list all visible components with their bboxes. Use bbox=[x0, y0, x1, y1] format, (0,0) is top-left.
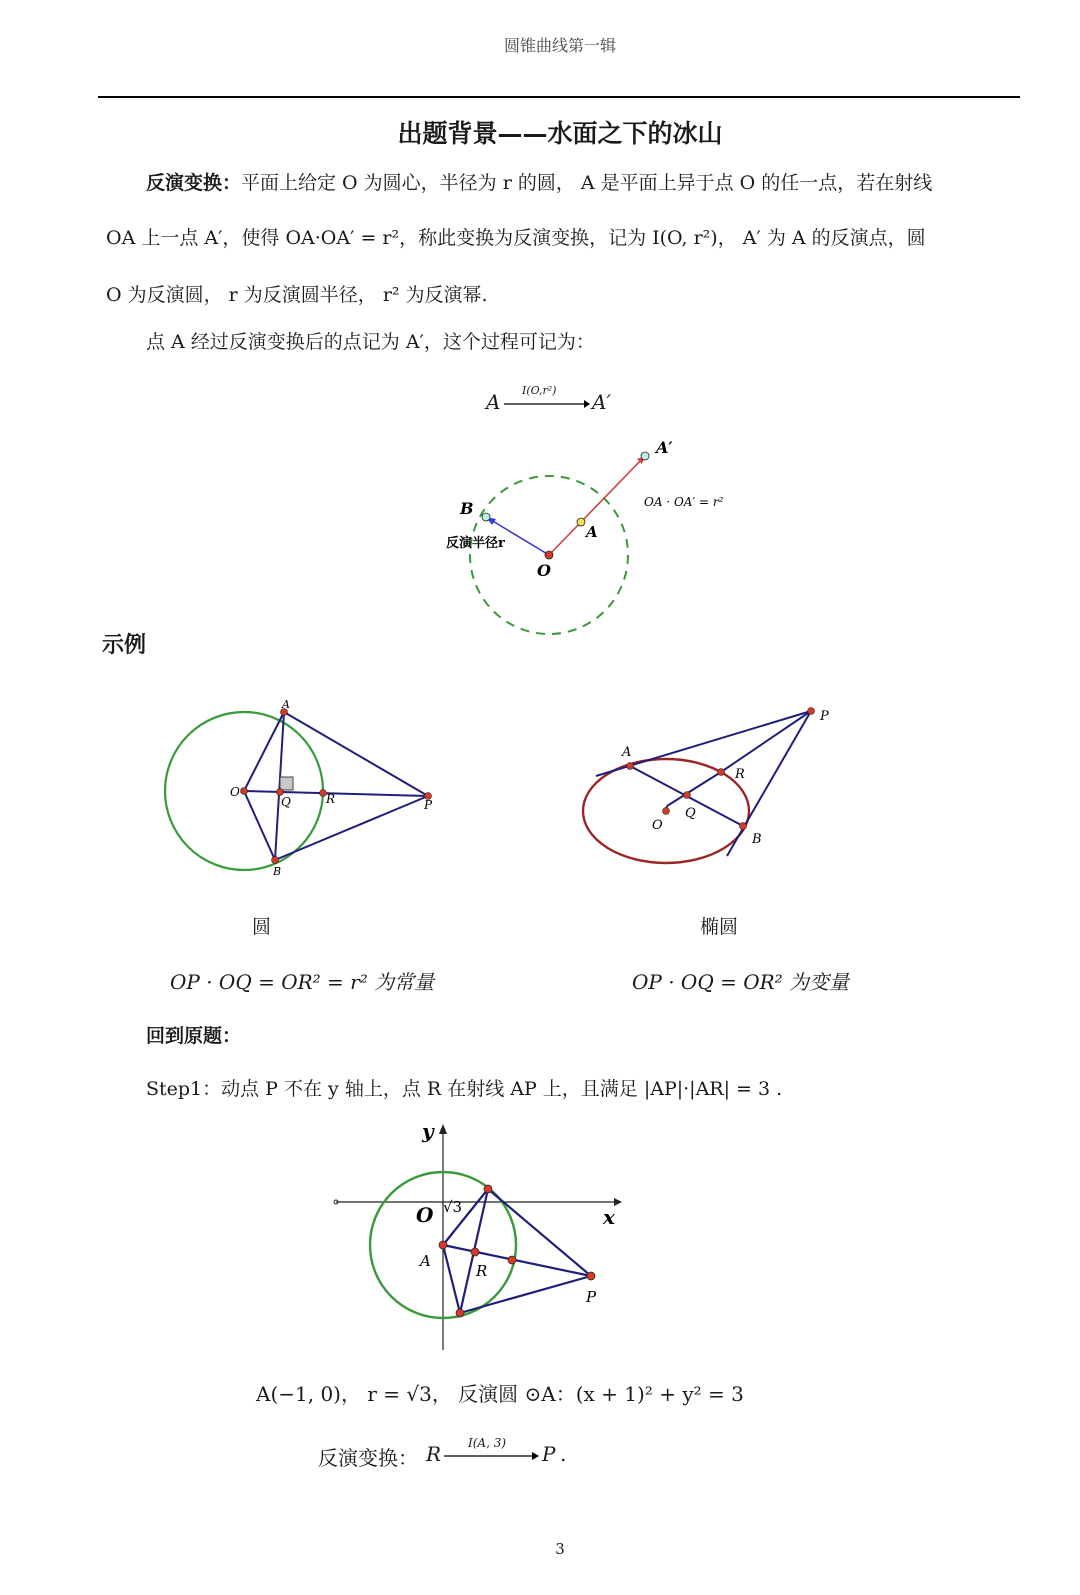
running-header: 圆锥曲线第一辑 bbox=[503, 36, 616, 55]
mapping-notation bbox=[470, 380, 650, 420]
point-O bbox=[663, 808, 670, 815]
point-bottom bbox=[456, 1309, 464, 1317]
circle-example-svg bbox=[160, 695, 450, 885]
label-B: B bbox=[273, 865, 282, 878]
transform-arrow bbox=[444, 1450, 540, 1462]
label-A-prime: A′ bbox=[656, 438, 673, 457]
point-A bbox=[627, 763, 634, 770]
label-O: O bbox=[230, 785, 240, 799]
transform-period: . bbox=[560, 1442, 567, 1466]
transform-line bbox=[318, 1430, 618, 1474]
definition-label: 反演变换： bbox=[146, 172, 242, 194]
label-O: O bbox=[652, 818, 663, 833]
point-B bbox=[740, 823, 747, 830]
point-Q bbox=[684, 792, 691, 799]
oa-arrow-line bbox=[549, 522, 581, 555]
point-A-prime bbox=[641, 452, 649, 460]
circle-example-figure bbox=[160, 695, 450, 885]
point-circle-intersection bbox=[508, 1256, 516, 1264]
header-rule bbox=[98, 96, 1020, 98]
examples-heading: 示例 bbox=[102, 632, 147, 658]
label-B: B bbox=[752, 832, 762, 847]
ellipse-example-svg bbox=[580, 700, 850, 870]
label-P: P bbox=[820, 709, 829, 724]
point-top bbox=[484, 1185, 492, 1193]
ellipse-formula: OP · OQ = OR² 为变量 bbox=[632, 970, 850, 994]
label-R: R bbox=[735, 767, 745, 782]
label-A: A bbox=[282, 698, 290, 711]
label-P: P bbox=[586, 1288, 597, 1306]
transform-from: R bbox=[426, 1442, 442, 1466]
inversion-figure bbox=[440, 430, 760, 650]
label-A: A bbox=[586, 523, 598, 541]
mapping-arrow bbox=[504, 398, 590, 410]
point-A bbox=[577, 518, 585, 526]
point-P bbox=[808, 708, 815, 715]
label-R: R bbox=[476, 1262, 488, 1280]
point-P bbox=[587, 1272, 595, 1280]
definition-line-4: 点 A 经过反演变换后的点记为 A′，这个过程可记为： bbox=[146, 331, 595, 353]
label-sqrt3: √3 bbox=[443, 1198, 463, 1216]
point-A bbox=[439, 1241, 447, 1249]
label-x: x bbox=[603, 1205, 615, 1229]
back-heading: 回到原题： bbox=[146, 1025, 242, 1047]
result-line: A(−1, 0)， r = √3， 反演圆 ⊙A：(x + 1)² + y² = 3 bbox=[256, 1382, 744, 1406]
label-O: O bbox=[537, 561, 551, 580]
coordinate-figure-svg bbox=[330, 1120, 630, 1350]
mapping-to: A′ bbox=[592, 390, 611, 414]
point-R bbox=[471, 1248, 479, 1256]
definition-line-3: O 为反演圆， r 为反演圆半径， r² 为反演幂. bbox=[106, 284, 488, 306]
mapping-from: A bbox=[486, 390, 501, 414]
definition-line-2: OA 上一点 A′，使得 OA·OA′ = r²，称此变换为反演变换，记为 I(O, r²)， A′ 为 A 的反演点，圆 bbox=[106, 227, 926, 249]
circle-formula: OP · OQ = OR² = r² 为常量 bbox=[170, 970, 435, 994]
ellipse-caption: 椭圆 bbox=[700, 916, 739, 938]
transform-operator: I(A, 3) bbox=[468, 1436, 507, 1450]
right-angle-marker bbox=[280, 777, 293, 790]
definition-text-1: 平面上给定 O 为圆心，半径为 r 的圆， A 是平面上异于点 O 的任一点，若在射线 bbox=[241, 172, 933, 194]
label-A: A bbox=[420, 1252, 431, 1270]
step1-text: Step1：动点 P 不在 y 轴上，点 R 在射线 AP 上，且满足 |AP|·|AR| = 3 . bbox=[146, 1078, 783, 1100]
label-Q: Q bbox=[281, 795, 291, 809]
coordinate-figure bbox=[330, 1120, 630, 1350]
definition-line-1 bbox=[146, 171, 932, 195]
label-A: A bbox=[622, 745, 632, 760]
label-P: P bbox=[424, 798, 433, 812]
radius-label: 反演半径r bbox=[446, 536, 505, 551]
page-title: 出题背景——水面之下的冰山 bbox=[397, 119, 723, 148]
label-R: R bbox=[326, 792, 336, 806]
point-O bbox=[241, 788, 248, 795]
transform-to: P bbox=[542, 1442, 556, 1466]
point-R bbox=[718, 769, 725, 776]
ellipse-example-figure bbox=[580, 700, 850, 870]
mapping-operator: I(O,r²) bbox=[522, 384, 557, 397]
product-formula: OA · OA′ = r² bbox=[644, 495, 724, 509]
point-O bbox=[545, 551, 553, 559]
x-axis-arrow bbox=[614, 1198, 622, 1206]
circle-caption: 圆 bbox=[252, 916, 272, 938]
label-B: B bbox=[460, 499, 474, 518]
point-B bbox=[272, 857, 279, 864]
label-O: O bbox=[416, 1203, 434, 1227]
transform-label: 反演变换： bbox=[318, 1446, 418, 1470]
point-B bbox=[482, 513, 490, 521]
label-Q: Q bbox=[685, 806, 696, 821]
page-number: 3 bbox=[555, 1540, 565, 1558]
label-y: y bbox=[422, 1120, 434, 1143]
inversion-figure-svg bbox=[440, 430, 760, 650]
